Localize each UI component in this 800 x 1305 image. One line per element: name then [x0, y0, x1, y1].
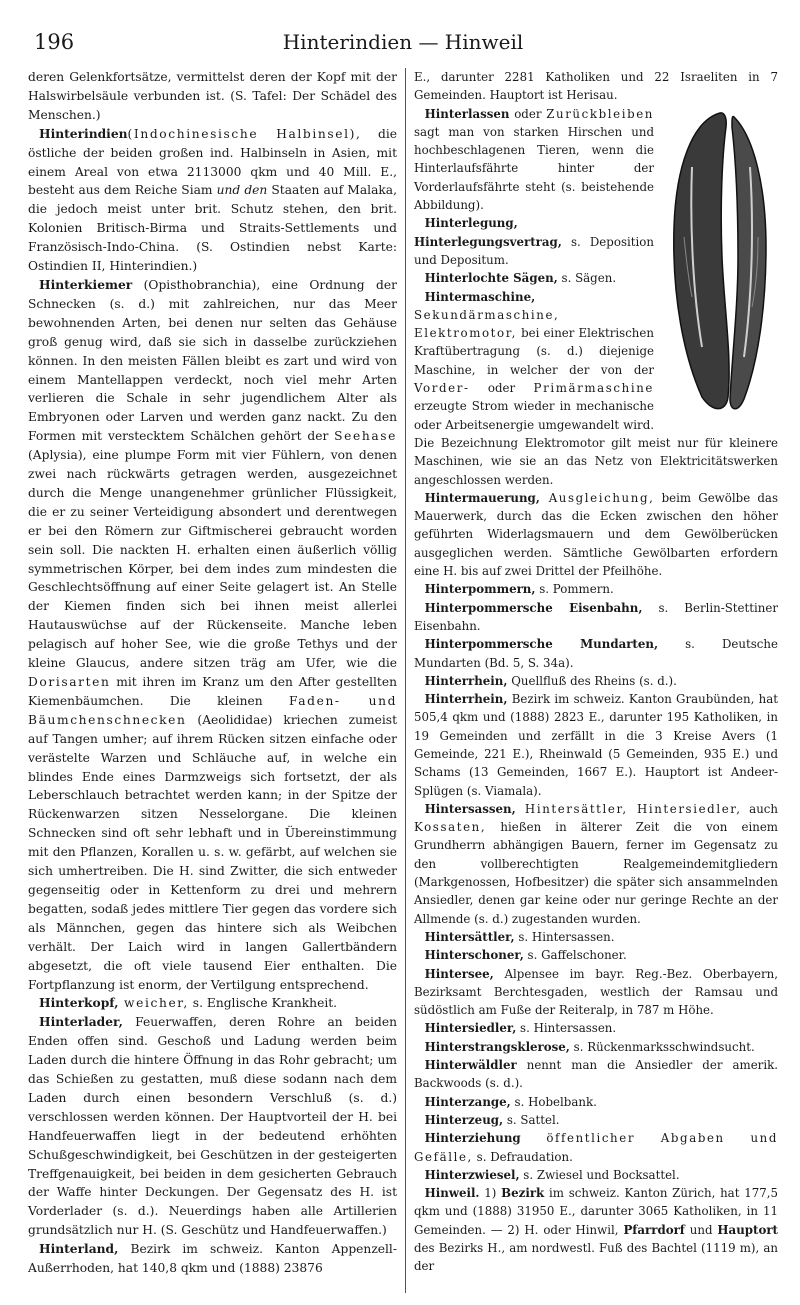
entry-hinterlassen: Hinterlassen oder Zurückbleiben sagt man von starken Hirschen und hochbeschlagenen Tieren, wenn die Hinterlaufsfährte hinter der Vorderlaufsfährte steht (s. beistehende Abbildung). — [414, 106, 654, 213]
headword: Hinterschoner, — [424, 948, 524, 963]
entry-continuation: E., darunter 2281 Katholiken und 22 Israeliten in 7 Gemeinden. Hauptort ist Herisau. — [414, 70, 778, 103]
headword: Hintermaschine, — [424, 289, 536, 304]
entry-hinterzwiesel: Hinterzwiesel, s. Zwiesel und Bocksattel. — [424, 1167, 680, 1182]
headword: Hintersättler, — [424, 929, 515, 944]
entry-hintersiedler: Hintersiedler, s. Hintersassen. — [424, 1021, 617, 1036]
headword: Hintermauerung, — [424, 490, 540, 505]
entry-hinterschoner: Hinterschoner, s. Gaffelschoner. — [424, 948, 627, 963]
headword: Hinterzwiesel, — [424, 1167, 520, 1182]
entry-hinterlochte-saegen: Hinterlochte Sägen, s. Sägen. — [424, 271, 617, 286]
entry-hintermaschine: Hintermaschine, Sekundärmaschine, Elektromotor, bei einer Elektrischen Kraftübertragung (s. d.) diejenige Maschine, in welcher der von der Vorder- oder Primärmaschine erzeugte Strom wieder in mechanische oder Arbeitsenergie umgewandelt wird. Die Bezeichnung Elektromotor gilt meist nur für kleinere Maschinen, wie sie an das Netz von Elektricitätswerken angeschlossen werden. — [414, 289, 778, 487]
hoof-print-figure — [662, 107, 778, 419]
column-divider — [405, 68, 406, 1293]
entry-hinterkopf: Hinterkopf, weicher, s. Englische Krankheit. — [39, 995, 338, 1011]
entry-hinweil: Hinweil. 1) Bezirk im schweiz. Kanton Zürich, hat 177,5 qkm und (1888) 31950 E., darunter 3065 Katholiken, in 11 Gemeinden. — 2) H. oder Hinwil, Pfarrdorf und Hauptort des Bezirks H., am nordwestl. Fuß des Bachtel (1119 m), an der — [414, 1186, 779, 1274]
entry-hinterstrangsklerose: Hinterstrangsklerose, s. Rückenmarksschwindsucht. — [424, 1039, 755, 1054]
headword: Hintersiedler, — [424, 1021, 517, 1036]
headword: Hinterpommern, — [424, 582, 536, 597]
headword: Hinterstrangsklerose, — [424, 1039, 570, 1054]
right-column — [414, 68, 778, 1276]
headword: Hinterland, — [39, 1241, 119, 1257]
headword: Hinterrhein, — [424, 692, 508, 707]
entry-continuation: deren Gelenkfortsätze, vermittelst deren der Kopf mit der Halswirbelsäule verbunden ist. (S. Tafel: Der Schädel des Menschen.) — [28, 70, 397, 122]
left-column — [28, 68, 397, 1278]
headword: Hinterkiemer — [39, 276, 133, 292]
running-title: Hinterindien — Hinweil — [282, 30, 524, 54]
entry-hinterpommersche-eisenbahn: Hinterpommersche Eisenbahn, s. Berlin-Stettiner Eisenbahn. — [414, 600, 778, 633]
page-header — [28, 28, 778, 64]
headword: Hinweil. — [424, 1186, 480, 1201]
headword: Hinterrhein, — [424, 673, 508, 688]
dictionary-page — [28, 28, 778, 1293]
entry-hinterwaeldler: Hinterwäldler nennt man die Ansiedler der amerik. Backwoods (s. d.). — [414, 1058, 778, 1091]
page-number: 196 — [34, 30, 75, 54]
entry-hinterpommern: Hinterpommern, s. Pommern. — [424, 582, 614, 597]
entry-hinterlader: Hinterlader, Feuerwaffen, deren Rohre an beiden Enden offen sind. Geschoß und Ladung werden beim Laden durch die hintere Öffnung in das Rohr gebracht; um das Schießen zu gestatten, muß diese sodann nach dem Laden durch einen besondern Verschluß (s. d.) verschlossen werden können. Der Hauptvorteil der H. bei Handfeuerwaffen liegt in der bedeutend erhöhten Schußgeschwindigkeit, bei Geschützen in der gesteigerten Treffgenauigkeit, bei beiden in dem gesicherten Gebrauch der Waffe hinter Deckungen. Der Gegensatz des H. ist Vorderlader (s. d.). Neuerdings haben alle Artillerien grundsätzlich nur H. (S. Geschütz und Handfeuerwaffen.) — [28, 1014, 397, 1238]
headword: Hinterlegung, Hinterlegungsvertrag, — [414, 216, 562, 249]
entry-hinterzange: Hinterzange, s. Hobelbank. — [424, 1094, 597, 1109]
headword: Hinterlochte Sägen, — [424, 271, 558, 286]
entry-hintermauerung: Hintermauerung, Ausgleichung, beim Gewölbe das Mauerwerk, durch das die Ecken zwischen den höher geführten Widerlagsmauern und dem Gewölberücken ausgeglichen werden. Sämtliche Gewölbarten erfordern eine H. bis auf zwei Drittel der Pfeilhöhe. — [414, 490, 778, 579]
headword: Hinterwäldler — [424, 1058, 517, 1073]
entry-hinterrhein-fluss: Hinterrhein, Quellfluß des Rheins (s. d.). — [424, 673, 677, 688]
headword: Hinterlassen — [424, 106, 510, 121]
entry-hintersassen: Hintersassen, Hintersättler, Hintersiedler, auch Kossaten, hießen in älterer Zeit die von einem Grundherrn abhängigen Bauern, ferner im Gegensatz zu den vollberechtigten Realgemeindemitgliedern (Markgenossen, Hofbesitzer) die später sich ansammelnden Ansiedler, denen gar keine oder nur geringe Rechte an der Allmende (s. d.) zugestanden wurden. — [414, 801, 778, 926]
headword: Hintersee, — [424, 966, 494, 981]
entry-hinterindien: Hinterindien(Indochinesische Halbinsel), die östliche der beiden großen ind. Halbinseln in Asien, mit einem Areal von etwa 2113000 qkm und 40 Mill. E., besteht aus dem Reiche Siam und den Staaten auf Malaka, die jedoch meist unter brit. Schutz stehen, den brit. Kolonien Britisch-Birma und Straits-Settlements und Französisch-Indo-China. (S. Ostindien nebst Karte: Ostindien II, Hinterindien.) — [28, 125, 397, 274]
headword: Hinterpommersche Mundarten, — [424, 637, 659, 652]
entry-hinterrhein-bezirk: Hinterrhein, Bezirk im schweiz. Kanton Graubünden, hat 505,4 qkm und (1888) 2823 E., darunter 195 Katholiken, in 19 Gemeinden und zerfällt in die 3 Kreise Avers (1 Gemeinde, 221 E.), Rheinwald (5 Gemeinden, 935 E.) und Schams (13 Gemeinden, 1667 E.). Hauptort ist Andeer-Splügen (s. Viamala). — [414, 692, 778, 798]
headword: Hinterzeug, — [424, 1112, 504, 1127]
entry-hinterkiemer: Hinterkiemer (Opisthobranchia), eine Ordnung der Schnecken (s. d.) mit zahlreichen, nur das Meer bewohnenden Arten, bei denen nur selten das Gehäuse groß genug wird, daß sie sich in dasselbe zurückziehen können. In den meisten Fällen bleibt es zart und wird von einem Mantellappen verdeckt, noch viel mehr Arten verlieren die Schale in sehr jugendlichem Alter als Embryonen oder Larven und werden ganz nackt. Zu den Formen mit verstecktem Schälchen gehört der Seehase (Aplysia), eine plumpe Form mit vier Fühlern, von denen zwei nach rückwärts getragen werden, ausgezeichnet durch die Menge unangenehmer grünlicher Flüssigkeit, die er zu seiner Verteidigung absondert und derentwegen er bei den Römern zur Giftmischerei gebraucht worden sein soll. Die nackten H. erhalten einen äußerlich völlig symmetrischen Körper, bei dem indes zum mindesten die Geschlechtsöffnung auf einer Seite gelagert ist. An Stelle der Kiemen finden sich bei ihnen meist allerlei Hautauswüchse auf der Rückenseite. Manche leben pelagisch auf hoher See, wie die große Tethys und der kleine Glaucus, andere sitzen träg am Ufer, wie die Dorisarten mit ihren im Kranz um den After gestellten Kiemenbäumchen. Die kleinen Faden- und Bäumchenschnecken (Aeolididae) kriechen zumeist auf Tangen umher; auf ihrem Rücken sitzen einfache oder verästelte Warzen und Schläuche auf, in welche ein blindes Ende eines Darmzweigs sich fortsetzt, der als Leberschlauch betrachtet werden kann; in der Spitze der Rückenwarzen sitzen Nesselorgane. Die kleinen Schnecken sind oft sehr lebhaft und in Übereinstimmung mit den Pflanzen, Korallen u. s. w. gefärbt, auf welchen sie sich umhertreiben. Die H. sind Zwitter, die sich entweder gegenseitig oder in Kettenform zu drei und mehrern begatten, sodaß jedes mittlere Tier gegen das vordere sich als Männchen, gegen das hintere sich als Weibchen verhält. Der Laich wird in langen Gallertbändern abgesetzt, die oft viele tausend Eier enthalten. Die Fortpflanzung ist enorm, der Vertilgung entsprechend. — [28, 276, 398, 992]
headword: Hinterzange, — [424, 1094, 511, 1109]
headword: Hinterziehung — [424, 1131, 521, 1146]
headword: Hinterpommersche Eisenbahn, — [424, 600, 643, 615]
entry-hintersaettler: Hintersättler, s. Hintersassen. — [424, 929, 615, 944]
headword: Hintersassen, — [424, 801, 516, 816]
entry-hinterland: Hinterland, Bezirk im schweiz. Kanton Appenzell-Außerrhoden, hat 140,8 qkm und (1888) 23876 — [28, 1241, 397, 1276]
entry-hinterlegung: Hinterlegung, Hinterlegungsvertrag, s. Deposition und Depositum. — [414, 216, 654, 267]
entry-hinterziehung: Hinterziehung öffentlicher Abgaben und Gefälle, s. Defraudation. — [414, 1131, 778, 1164]
headword: Hinterlader, — [39, 1014, 123, 1030]
entry-hintersee: Hintersee, Alpensee im bayr. Reg.-Bez. Oberbayern, Bezirksamt Berchtesgaden, westlich der Ramsau und südöstlich am Fuße der Reiteralp, in 787 m Höhe. — [414, 966, 778, 1018]
headword: Hinterindien — [39, 125, 128, 141]
entry-hinterpommersche-mundarten: Hinterpommersche Mundarten, s. Deutsche Mundarten (Bd. 5, S. 34a). — [414, 637, 778, 670]
entry-hinterzeug: Hinterzeug, s. Sattel. — [424, 1112, 560, 1127]
headword: Hinterkopf, — [39, 995, 119, 1011]
tooth-icon — [662, 107, 778, 419]
